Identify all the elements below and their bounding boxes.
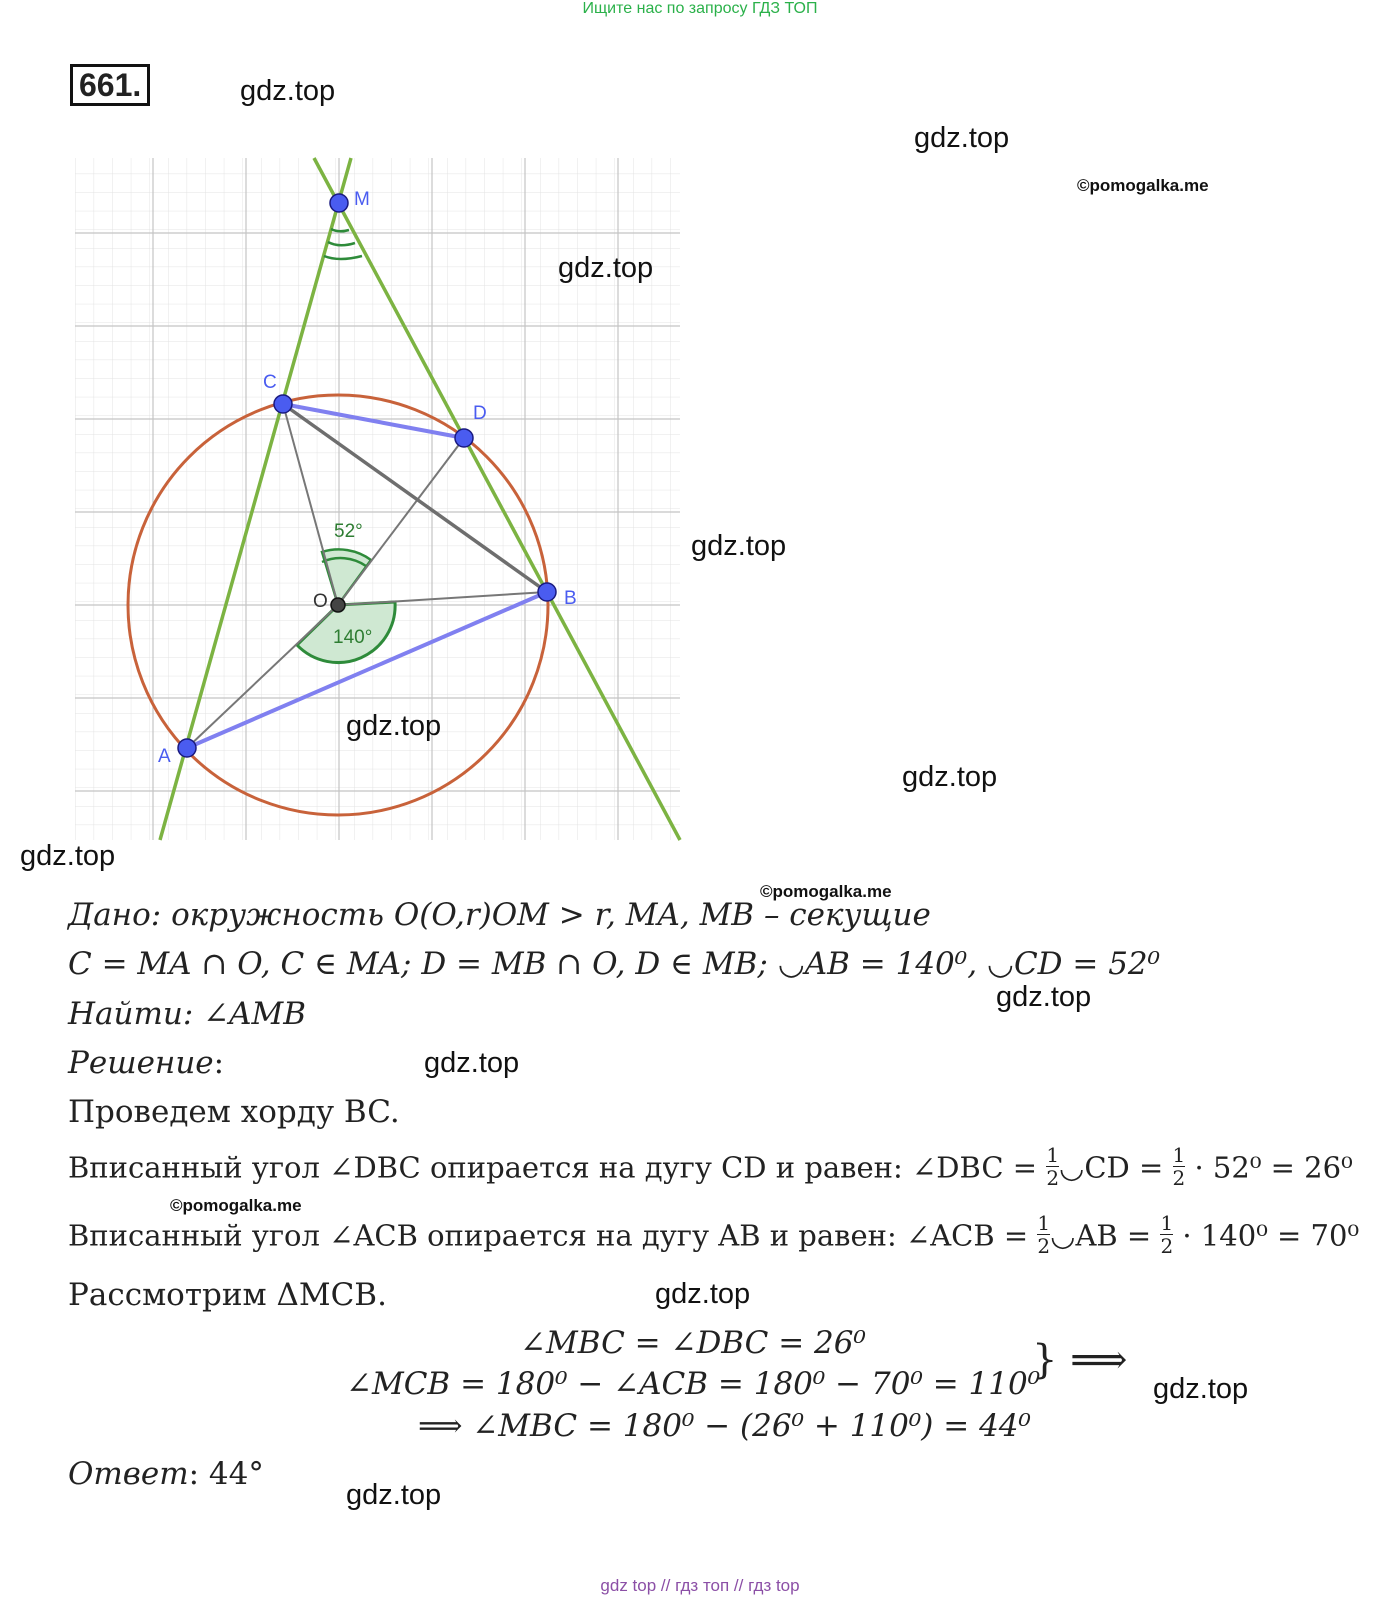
- top-banner: Ищите нас по запросу ГДЗ ТОП: [582, 0, 818, 17]
- fraction: $\frac{1}{2}$: [1172, 1143, 1186, 1190]
- label-o: O: [313, 591, 328, 612]
- copyright: ©pomogalka.me: [1077, 176, 1209, 195]
- point-o: [331, 598, 345, 612]
- watermark: gdz.top: [424, 1047, 520, 1079]
- watermark: gdz.top: [346, 710, 442, 742]
- step-2-text-a: Вписанный угол ∠DBC опирается на дугу CD и равен: ∠DBC =: [68, 1150, 1038, 1185]
- problem-number: 661.: [70, 64, 150, 106]
- given-text-1: : окружность O(O,r)OM > r, MA, MB – секущие: [150, 897, 931, 933]
- watermark: gdz.top: [902, 761, 998, 793]
- point-b: [538, 583, 556, 601]
- answer-line: [68, 1456, 264, 1492]
- watermark: gdz.top: [691, 530, 787, 562]
- label-b: B: [564, 588, 577, 609]
- label-c: C: [263, 372, 277, 393]
- copyright: ©pomogalka.me: [760, 882, 892, 901]
- label-a: A: [158, 746, 171, 767]
- equation-1: ∠MBC = ∠DBC = 26⁰: [520, 1325, 866, 1361]
- step-4: Рассмотрим ΔMCB.: [68, 1277, 387, 1313]
- point-c: [274, 395, 292, 413]
- watermark: gdz.top: [655, 1278, 751, 1310]
- fraction: $\frac{1}{2}$: [1037, 1211, 1051, 1258]
- step-3-text-c: · 140⁰ = 70⁰: [1182, 1218, 1360, 1253]
- find-line: [68, 996, 306, 1032]
- step-3-text-a: Вписанный угол ∠ACB опирается на дугу AB и равен: ∠ACB =: [68, 1218, 1029, 1253]
- step-2-text-b: ◡CD =: [1059, 1150, 1164, 1185]
- step-2: [68, 1143, 1353, 1190]
- find-label: Найти: [68, 996, 183, 1032]
- watermark: gdz.top: [558, 252, 654, 284]
- watermark: gdz.top: [346, 1479, 442, 1511]
- copyright: ©pomogalka.me: [170, 1196, 302, 1215]
- find-text: : ∠AMB: [182, 996, 307, 1032]
- label-m: M: [354, 189, 370, 210]
- label-angle-cd: 52°: [334, 521, 363, 542]
- watermark: gdz.top: [20, 840, 116, 872]
- label-angle-ab: 140°: [333, 627, 373, 648]
- fraction: $\frac{1}{2}$: [1160, 1211, 1174, 1258]
- given-line-1: [68, 897, 931, 933]
- watermark: gdz.top: [240, 75, 336, 107]
- fraction: $\frac{1}{2}$: [1046, 1143, 1060, 1190]
- given-line-2: C = MA ∩ O, C ∈ MA; D = MB ∩ O, D ∈ MB; ◡AB = 140⁰, ◡CD = 52⁰: [68, 946, 1161, 982]
- equation-2: ∠MCB = 180⁰ − ∠ACB = 180⁰ − 70⁰ = 110⁰: [346, 1366, 1041, 1402]
- point-d: [455, 429, 473, 447]
- solution-label: Решение: [68, 1045, 214, 1081]
- step-1: Проведем хорду BC.: [68, 1094, 400, 1130]
- watermark: gdz.top: [1153, 1373, 1249, 1405]
- solution-line: [68, 1045, 224, 1081]
- step-3: [68, 1211, 1360, 1258]
- step-3-text-b: ◡AB =: [1050, 1218, 1152, 1253]
- step-2-text-c: · 52⁰ = 26⁰: [1194, 1150, 1353, 1185]
- solution-colon: :: [213, 1045, 225, 1081]
- given-label: Дано: [68, 897, 151, 933]
- footer-links[interactable]: gdz top // гдз топ // гдз top: [600, 1576, 800, 1595]
- equation-3: ⟹ ∠MBC = 180⁰ − (26⁰ + 110⁰) = 44⁰: [418, 1408, 1031, 1444]
- label-d: D: [473, 403, 487, 424]
- point-m: [330, 194, 348, 212]
- answer-label: Ответ: [68, 1456, 189, 1492]
- point-a: [178, 739, 196, 757]
- watermark: gdz.top: [996, 981, 1092, 1013]
- answer-text: : 44°: [188, 1456, 264, 1492]
- equation-brace: } ⟹: [1032, 1337, 1128, 1383]
- watermark: gdz.top: [914, 122, 1010, 154]
